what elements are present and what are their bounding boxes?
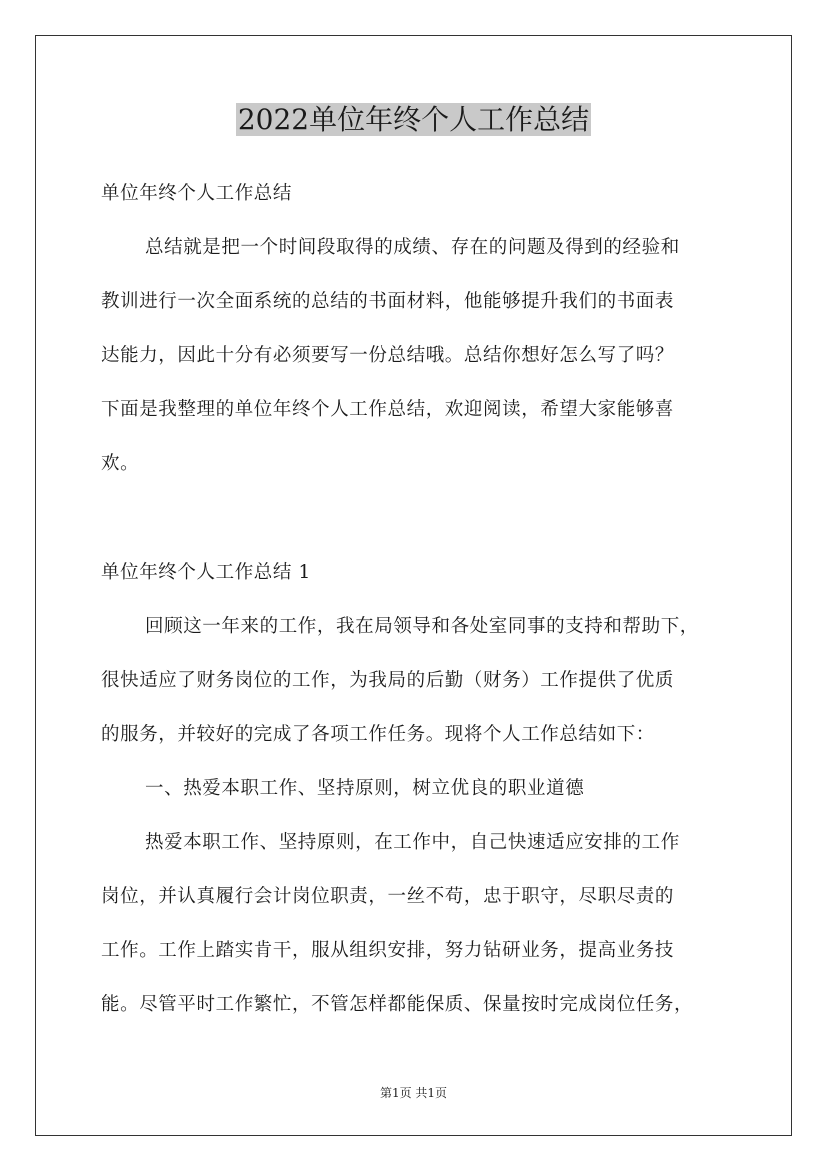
subtitle: 单位年终个人工作总结 (101, 183, 293, 204)
paragraph-line: 热爱本职工作、坚持原则，在工作中，自己快速适应安排的工作 (145, 832, 680, 853)
paragraph-line: 下面是我整理的单位年终个人工作总结，欢迎阅读，希望大家能够喜 (101, 399, 675, 420)
page-footer: 第1页 共1页 (379, 1086, 448, 1100)
paragraph-line: 达能力，因此十分有必须要写一份总结哦。总结你想好怎么写了吗？ (101, 345, 675, 366)
document-title: 2022单位年终个人工作总结 (237, 103, 590, 136)
paragraph-line: 工作。工作上踏实肯干，服从组织安排，努力钻研业务，提高业务技 (101, 940, 675, 961)
paragraph-line: 能。尽管平时工作繁忙，不管怎样都能保质、保量按时完成岗位任务， (101, 994, 694, 1015)
paragraph-line: 岗位，并认真履行会计岗位职责，一丝不苟，忠于职守，尽职尽责的 (101, 886, 675, 907)
subsection-heading: 一、热爱本职工作、坚持原则，树立优良的职业道德 (145, 778, 585, 799)
section-heading: 单位年终个人工作总结 1 (101, 562, 311, 583)
paragraph-line: 欢。 (101, 453, 140, 474)
paragraph-line: 教训进行一次全面系统的总结的书面材料，他能够提升我们的书面表 (101, 291, 675, 312)
paragraph-line: 总结就是把一个时间段取得的成绩、存在的问题及得到的经验和 (145, 237, 680, 258)
paragraph-line: 的服务，并较好的完成了各项工作任务。现将个人工作总结如下： (101, 724, 655, 745)
paragraph-line: 回顾这一年来的工作，我在局领导和各处室同事的支持和帮助下， (145, 616, 699, 637)
paragraph-line: 很快适应了财务岗位的工作，为我局的后勤（财务）工作提供了优质 (101, 670, 675, 691)
